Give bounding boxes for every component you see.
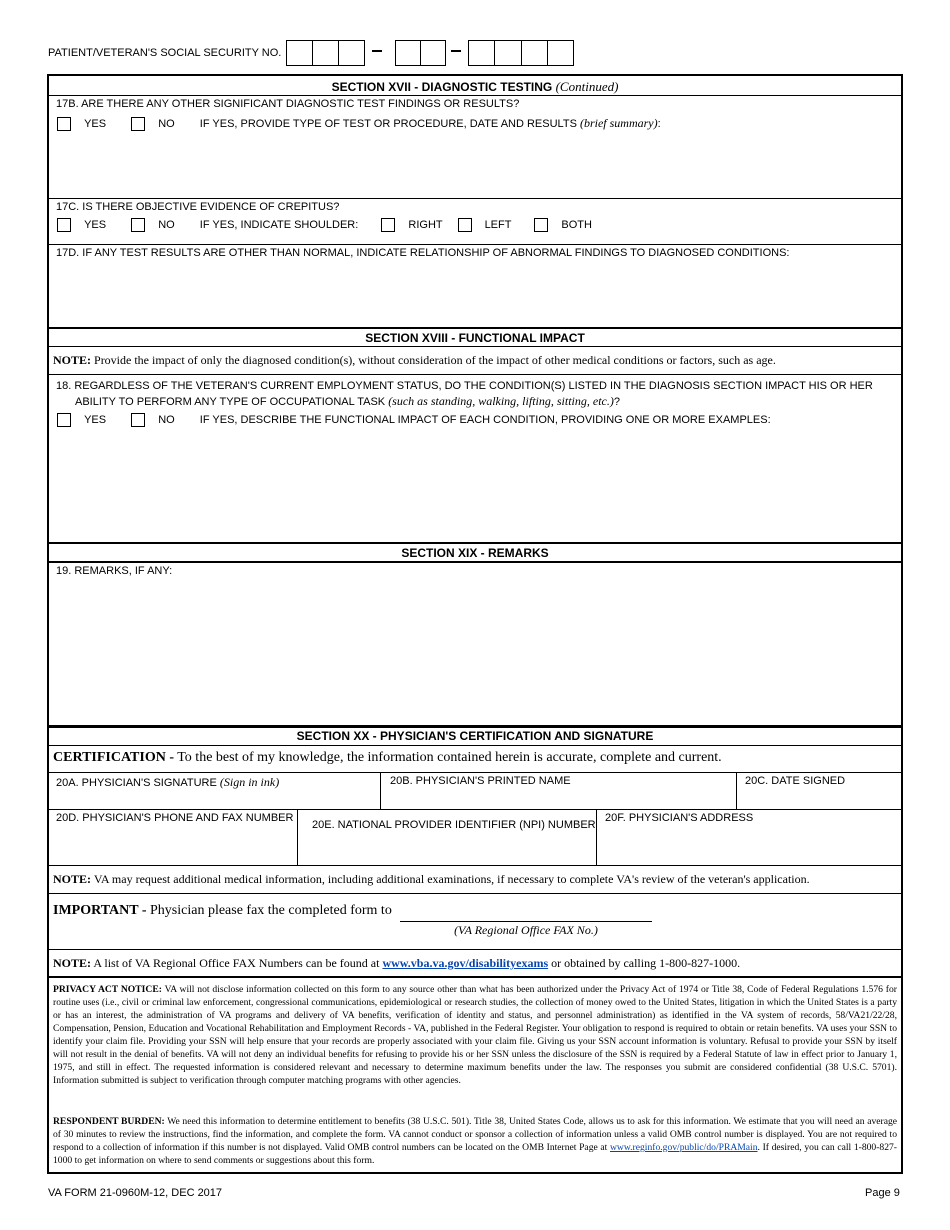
divider	[596, 810, 597, 865]
divider	[47, 976, 903, 978]
divider	[47, 725, 903, 728]
section-17-title: SECTION XVII - DIAGNOSTIC TESTING (Continued)	[331, 79, 619, 94]
q18-label-line1: 18. REGARDLESS OF THE VETERAN'S CURRENT EMPLOYMENT STATUS, DO THE CONDITION(S) LISTED IN THE DIAGNOSIS SECTION IMPACT HIS OR HER	[56, 380, 873, 392]
q18-options: YES NO IF YES, DESCRIBE THE FUNCTIONAL IMPACT OF EACH CONDITION, PROVIDING ONE OR MORE EXAMPLES:	[57, 413, 771, 427]
q17b-label: 17B. ARE THERE ANY OTHER SIGNIFICANT DIAGNOSTIC TEST FINDINGS OR RESULTS?	[56, 98, 520, 110]
section-19-title: SECTION XIX - REMARKS	[401, 546, 549, 560]
q17b-yes-checkbox[interactable]	[57, 117, 71, 131]
remarks-response-area[interactable]	[49, 580, 901, 723]
q17d-label: 17D. IF ANY TEST RESULTS ARE OTHER THAN NORMAL, INDICATE RELATIONSHIP OF ABNORMAL FINDINGS TO DIAGNOSED CONDITIONS:	[56, 247, 790, 259]
ssn-label: PATIENT/VETERAN'S SOCIAL SECURITY NO.	[48, 47, 282, 59]
divider	[736, 773, 737, 809]
physician-address-input[interactable]	[598, 828, 900, 863]
q18-no-checkbox[interactable]	[131, 413, 145, 427]
ssn-field-part1[interactable]	[286, 40, 365, 66]
divider	[47, 745, 903, 746]
field-20f-label: 20F. PHYSICIAN'S ADDRESS	[605, 812, 754, 824]
divider	[47, 809, 903, 810]
section-20-title: SECTION XX - PHYSICIAN'S CERTIFICATION AND SIGNATURE	[296, 729, 654, 743]
divider	[47, 865, 903, 866]
field-20d-label: 20D. PHYSICIAN'S PHONE AND FAX NUMBER	[56, 812, 294, 824]
page-number: Page 9	[865, 1187, 900, 1199]
ssn-dash-1	[372, 50, 382, 52]
q19-label: 19. REMARKS, IF ANY:	[56, 565, 173, 577]
divider	[47, 949, 903, 950]
q17c-left-checkbox[interactable]	[458, 218, 472, 232]
q17d-response-area[interactable]	[49, 262, 901, 326]
divider	[47, 893, 903, 894]
field-20b-label: 20B. PHYSICIAN'S PRINTED NAME	[390, 775, 571, 787]
divider	[47, 244, 903, 245]
respondent-burden: RESPONDENT BURDEN: We need this information to determine entitlement to benefits (38 U.S.C. 501). Title 38, United States Code, allows us to ask for this information. We estimate that you will need an average of 30 minutes to review the instructions, find the information, and complete the form. VA cannot conduct or sponsor a collection of information unless a valid OMB control number is displayed. You are not required to respond to a collection of information if this number is not displayed. Valid OMB control numbers can be located on the OMB Internet Page at www.reginfo.gov/public/do/PRAMain. If desired, you can call 1-800-827-1000 to get information on where to send comments or suggestions about this form.	[53, 1116, 898, 1166]
ssn-field-part2[interactable]	[395, 40, 446, 66]
ssn-field-part3[interactable]	[468, 40, 574, 66]
divider	[47, 346, 903, 347]
divider	[47, 772, 903, 773]
q17c-right-checkbox[interactable]	[381, 218, 395, 232]
signature-input[interactable]	[49, 789, 379, 808]
privacy-act-notice: PRIVACY ACT NOTICE: VA will not disclose information collected on this form to any source other than what has been authorized under the Privacy Act of 1974 or Title 38, Code of Federal Regulations 1.576 for routine uses (i.e., civil or criminal law enforcement, congressional communications, epidemiological or research studies, the collection of money owed to the United States, litigation in which the United States is a party or has an interest, the administration of VA programs and delivery of VA benefits, verification of identity and status, and personnel administration) as identified in the VA system of records, 58/VA21/22/28, Compensation, Pension, Education and Vocational Rehabilitation and Employment Records - VA, published in the Federal Register. Your obligation to respond is required to obtain or retain benefits. VA uses your SSN to identify your claim file. Providing your SSN will help ensure that your records are properly associated with your claim file. Giving us your SSN account information is voluntary. Refusal to provide your SSN by itself will not result in the denial of benefits. VA will not deny an individual benefits for refusing to provide his or her SSN unless the disclosure of the SSN is required by a Federal Statute of law in effect prior to January 1, 1975, and still in effect. The requested information is considered relevant and necessary to determine maximum benefits under the law. The responses you submit are considered confidential (38 U.S.C. 5701). Information submitted is subject to verification through computer matching programs with other agencies.	[53, 984, 897, 1086]
q17c-no-checkbox[interactable]	[131, 218, 145, 232]
divider	[47, 542, 903, 544]
omb-link[interactable]: www.reginfo.gov/public/do/PRAMain	[609, 1142, 758, 1153]
q17b-options: YES NO IF YES, PROVIDE TYPE OF TEST OR PROCEDURE, DATE AND RESULTS (brief summary):	[57, 116, 661, 131]
field-20e-label: 20E. NATIONAL PROVIDER IDENTIFIER (NPI) NUMBER	[312, 819, 596, 831]
note-fax-list: NOTE: A list of VA Regional Office FAX Numbers can be found at www.vba.va.gov/disabilityexams or obtained by calling 1-800-827-1000.	[53, 956, 741, 970]
q17c-label: 17C. IS THERE OBJECTIVE EVIDENCE OF CREPITUS?	[56, 201, 340, 213]
printed-name-input[interactable]	[382, 789, 735, 808]
section-18-note: NOTE: Provide the impact of only the diagnosed condition(s), without consideration of the impact of other medical conditions or factors, such as age.	[53, 353, 776, 367]
form-id: VA FORM 21-0960M-12, DEC 2017	[48, 1187, 223, 1199]
divider	[47, 95, 903, 96]
q17c-options: YES NO IF YES, INDICATE SHOULDER: RIGHT LEFT BOTH	[57, 218, 592, 232]
q17c-yes-checkbox[interactable]	[57, 218, 71, 232]
field-20a-label: 20A. PHYSICIAN'S SIGNATURE (Sign in ink)	[56, 775, 280, 789]
phone-fax-input[interactable]	[49, 828, 295, 863]
divider	[47, 198, 903, 199]
divider	[297, 810, 298, 865]
disability-exams-link[interactable]: www.vba.va.gov/disabilityexams	[382, 956, 549, 970]
section-18-title: SECTION XVIII - FUNCTIONAL IMPACT	[365, 331, 585, 345]
divider	[47, 374, 903, 375]
note-additional-info: NOTE: VA may request additional medical information, including additional examinations, if necessary to complete VA's review of the veteran's application.	[53, 872, 810, 886]
ssn-dash-2	[451, 50, 461, 52]
divider	[47, 561, 903, 563]
divider	[380, 773, 381, 809]
certification-statement: CERTIFICATION - To the best of my knowledge, the information contained herein is accurate, complete and current.	[53, 750, 722, 765]
npi-input[interactable]	[299, 835, 594, 863]
fax-number-input[interactable]	[400, 905, 652, 922]
fax-caption: (VA Regional Office FAX No.)	[454, 923, 598, 937]
divider	[47, 327, 903, 329]
q18-response-area[interactable]	[49, 432, 901, 540]
important-fax-instruction: IMPORTANT - Physician please fax the completed form to	[53, 903, 392, 918]
date-signed-input[interactable]	[738, 789, 900, 808]
q17c-both-checkbox[interactable]	[534, 218, 548, 232]
field-20c-label: 20C. DATE SIGNED	[745, 775, 846, 787]
q18-yes-checkbox[interactable]	[57, 413, 71, 427]
q17b-no-checkbox[interactable]	[131, 117, 145, 131]
q18-label-line2: ABILITY TO PERFORM ANY TYPE OF OCCUPATIONAL TASK (such as standing, walking, lifting, sitting, etc.)?	[75, 394, 620, 408]
